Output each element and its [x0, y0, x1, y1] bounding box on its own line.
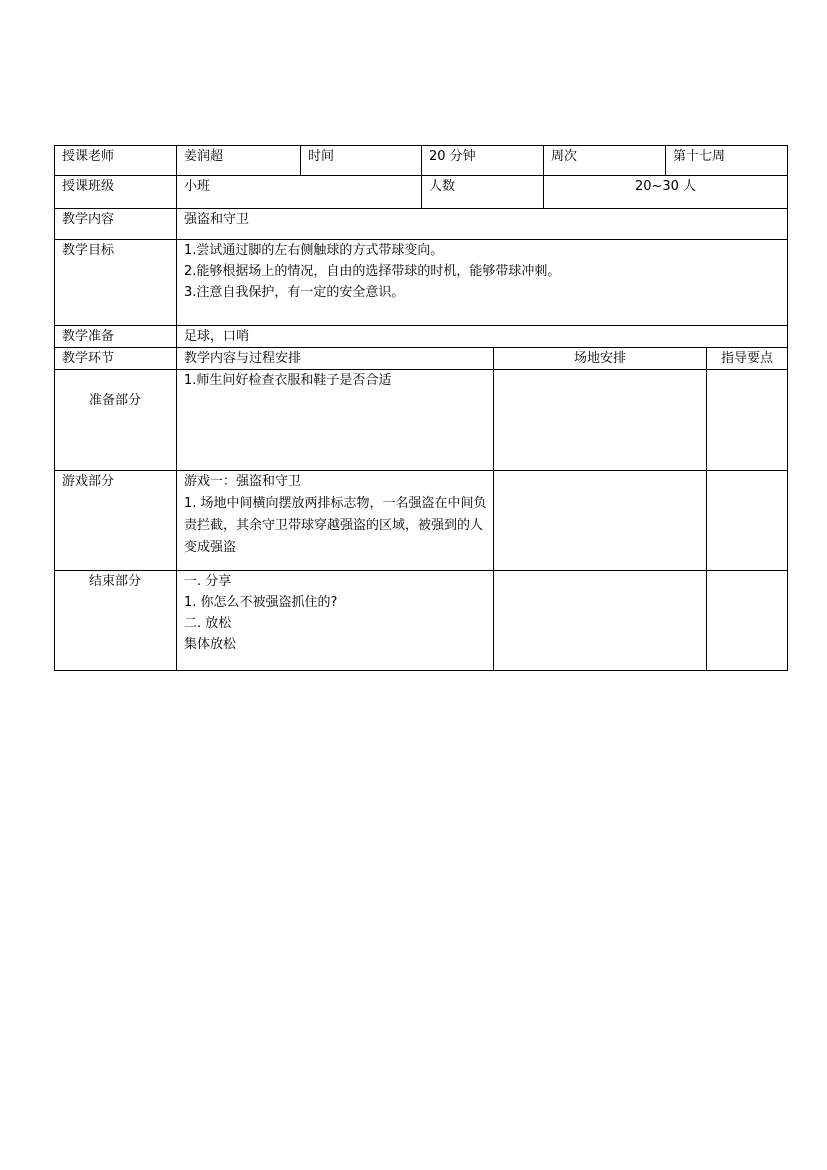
section-label: 结束部分 [88, 574, 141, 589]
col-stage-header: 教学环节 [55, 348, 177, 370]
section-content [177, 471, 494, 571]
time-label: 时间 [301, 146, 422, 176]
col-guide-header: 指导要点 [707, 348, 788, 370]
col-venue-header: 场地安排 [494, 348, 707, 370]
section-line: 一. 分享 [184, 574, 232, 589]
goal-item: 2.能够根据场上的情况，自由的选择带球的时机，能够带球冲刺。 [184, 264, 561, 279]
section-row-prep [55, 370, 788, 471]
section-line: 二. 放松 [184, 616, 232, 631]
section-line: 游戏一：强盗和守卫 [184, 474, 302, 489]
section-label: 游戏部分 [62, 474, 115, 489]
guide-cell [707, 571, 788, 671]
section-line: 1. 场地中间横向摆放两排标志物，一名强盗在中间负责拦截，其余守卫带球穿越强盗的区域，被强到的人变成强盗 [184, 496, 487, 555]
section-content [177, 571, 494, 671]
section-label-cell [55, 571, 177, 671]
venue-cell [494, 571, 707, 671]
week-value: 第十七周 [666, 146, 788, 176]
venue-cell [494, 370, 707, 471]
section-row-end [55, 571, 788, 671]
venue-cell [494, 471, 707, 571]
header-row-1 [55, 146, 788, 176]
guide-cell [707, 471, 788, 571]
class-label: 授课班级 [55, 176, 177, 209]
class-value: 小班 [177, 176, 422, 209]
prep-label: 教学准备 [55, 326, 177, 348]
count-value: 20~30 人 [544, 176, 788, 209]
content-label: 教学内容 [55, 209, 177, 240]
goals-label: 教学目标 [55, 240, 177, 326]
prep-row [55, 326, 788, 348]
header-row-2 [55, 176, 788, 209]
section-label: 准备部分 [88, 393, 141, 408]
procedure-table [54, 347, 788, 671]
content-value: 强盗和守卫 [177, 209, 788, 240]
section-label-cell [55, 471, 177, 571]
goals-list [177, 240, 788, 326]
section-row-game [55, 471, 788, 571]
goal-item: 3.注意自我保护，有一定的安全意识。 [184, 285, 405, 300]
section-label-cell [55, 370, 177, 471]
section-line: 1. 你怎么不被强盗抓住的? [184, 595, 338, 610]
content-row [55, 209, 788, 240]
column-header-row [55, 348, 788, 370]
lesson-plan-sheet [54, 145, 787, 671]
goals-row [55, 240, 788, 326]
section-line: 1.师生问好检查衣服和鞋子是否合适 [184, 373, 392, 388]
teacher-value: 姜润超 [177, 146, 301, 176]
count-label: 人数 [422, 176, 544, 209]
section-content [177, 370, 494, 471]
lesson-plan-table [54, 145, 788, 348]
teacher-label: 授课老师 [55, 146, 177, 176]
week-label: 周次 [544, 146, 666, 176]
section-line: 集体放松 [184, 637, 237, 652]
time-value: 20 分钟 [422, 146, 544, 176]
col-content-header: 教学内容与过程安排 [177, 348, 494, 370]
guide-cell [707, 370, 788, 471]
prep-value: 足球，口哨 [177, 326, 788, 348]
goal-item: 1.尝试通过脚的左右侧触球的方式带球变向。 [184, 243, 444, 258]
